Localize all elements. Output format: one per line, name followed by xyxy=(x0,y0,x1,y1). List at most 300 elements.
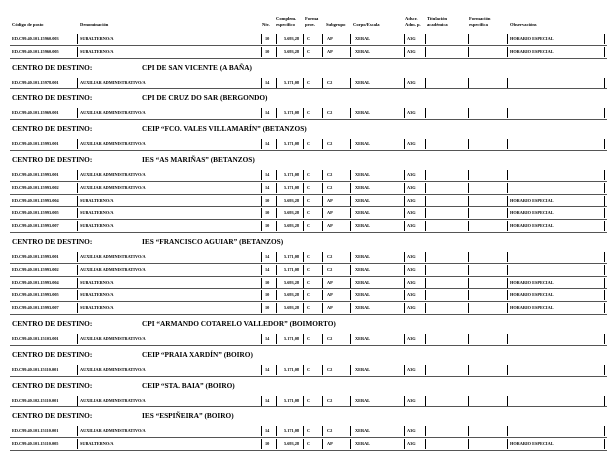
column-divider xyxy=(425,290,426,300)
column-divider xyxy=(322,334,323,344)
row-nivel: 10 xyxy=(265,223,270,229)
row-subgrupo: C2 xyxy=(327,171,333,177)
row-forma-prov: C xyxy=(307,397,311,403)
row-forma-prov: C xyxy=(307,292,311,298)
header-adscr: Adscr. xyxy=(405,16,418,21)
column-divider xyxy=(604,34,605,44)
table-header xyxy=(0,0,615,32)
column-divider xyxy=(350,265,351,275)
column-divider xyxy=(404,139,405,149)
row-adscripcion: A3G xyxy=(407,292,416,298)
row-subgrupo: AP xyxy=(327,292,333,298)
column-divider xyxy=(261,265,262,275)
centre-name: IES “AS MARIÑAS” (BETANZOS) xyxy=(142,154,255,164)
column-divider xyxy=(425,196,426,206)
table-row xyxy=(0,264,615,277)
column-divider xyxy=(507,208,508,218)
column-divider xyxy=(77,290,78,300)
row-observacions: HORARIO ESPECIAL xyxy=(510,279,554,285)
column-divider xyxy=(77,334,78,344)
column-divider xyxy=(468,278,469,288)
row-adscripcion: A3G xyxy=(407,197,416,203)
column-divider xyxy=(350,252,351,262)
row-corpo-escala: XERAL xyxy=(355,335,371,341)
row-codigo: ED.C99.40.101.15110.001 xyxy=(12,366,59,372)
column-divider xyxy=(77,34,78,44)
row-codigo: ED.C99.40.101.15993.007 xyxy=(12,305,59,311)
column-divider xyxy=(507,278,508,288)
row-subgrupo: AP xyxy=(327,210,333,216)
column-divider xyxy=(604,78,605,88)
table-row xyxy=(0,33,615,46)
column-divider xyxy=(261,290,262,300)
column-divider xyxy=(276,139,277,149)
column-divider xyxy=(507,265,508,275)
row-denominacion: SUBALTERNO/A xyxy=(80,223,114,229)
row-codigo: ED.C99.40.101.15993.002 xyxy=(12,184,59,190)
column-divider xyxy=(507,139,508,149)
column-divider xyxy=(261,208,262,218)
column-divider xyxy=(261,108,262,118)
row-observacions: HORARIO ESPECIAL xyxy=(510,305,554,311)
row-complemento: 5.171,08 xyxy=(284,184,300,190)
row-adscripcion: A3G xyxy=(407,110,416,116)
column-divider xyxy=(468,34,469,44)
row-codigo: ED.C99.40.101.15993.001 xyxy=(12,141,59,147)
column-divider xyxy=(350,196,351,206)
column-divider xyxy=(507,34,508,44)
row-nivel: 14 xyxy=(265,366,270,372)
table-row xyxy=(0,289,615,302)
table-row xyxy=(0,195,615,208)
column-divider xyxy=(350,303,351,313)
row-complemento: 5.171,08 xyxy=(284,79,300,85)
table-row xyxy=(0,277,615,290)
row-denominacion: AUXILIAR ADMINISTRATIVO/A xyxy=(80,397,146,403)
centre-name: CEIP “PRAIA XARDÍN” (BOIRO) xyxy=(142,349,253,359)
centre-heading xyxy=(0,233,615,251)
column-divider xyxy=(276,108,277,118)
row-complemento: 5.171,08 xyxy=(284,141,300,147)
column-divider xyxy=(77,278,78,288)
row-codigo: ED.C99.40.101.15110.005 xyxy=(12,441,59,447)
row-corpo-escala: XERAL xyxy=(355,366,371,372)
row-codigo: ED.C99.40.101.15969.001 xyxy=(12,110,59,116)
column-divider xyxy=(350,278,351,288)
column-divider xyxy=(425,208,426,218)
column-divider xyxy=(604,183,605,193)
header-nivel: Niv. xyxy=(262,22,270,27)
row-complemento: 5.171,08 xyxy=(284,366,300,372)
row-subgrupo: AP xyxy=(327,223,333,229)
row-adscripcion: A3G xyxy=(407,141,416,147)
column-divider xyxy=(303,303,304,313)
centre-heading xyxy=(0,407,615,425)
row-subgrupo: C2 xyxy=(327,141,333,147)
row-forma-prov: C xyxy=(307,171,311,177)
centre-heading xyxy=(0,377,615,395)
column-divider xyxy=(261,221,262,231)
column-divider xyxy=(303,208,304,218)
column-divider xyxy=(322,303,323,313)
column-divider xyxy=(468,303,469,313)
row-nivel: 10 xyxy=(265,441,270,447)
column-divider xyxy=(77,196,78,206)
column-divider xyxy=(425,34,426,44)
row-denominacion: AUXILIAR ADMINISTRATIVO/A xyxy=(80,266,146,272)
row-corpo-escala: XERAL xyxy=(355,397,371,403)
column-divider xyxy=(350,108,351,118)
column-divider xyxy=(276,278,277,288)
column-divider xyxy=(350,208,351,218)
column-divider xyxy=(77,183,78,193)
table-row xyxy=(0,364,615,377)
row-forma-prov: C xyxy=(307,266,311,272)
column-divider xyxy=(425,108,426,118)
column-divider xyxy=(350,47,351,57)
column-divider xyxy=(468,221,469,231)
column-divider xyxy=(604,265,605,275)
row-corpo-escala: XERAL xyxy=(355,223,371,229)
row-denominacion: AUXILIAR ADMINISTRATIVO/A xyxy=(80,184,146,190)
row-corpo-escala: XERAL xyxy=(355,305,371,311)
row-corpo-escala: XERAL xyxy=(355,428,371,434)
column-divider xyxy=(261,139,262,149)
column-divider xyxy=(404,396,405,406)
column-divider xyxy=(322,396,323,406)
row-observacions: HORARIO ESPECIAL xyxy=(510,210,554,216)
column-divider xyxy=(468,183,469,193)
row-codigo: ED.C99.40.101.15993.001 xyxy=(12,253,59,259)
row-corpo-escala: XERAL xyxy=(355,36,371,41)
column-divider xyxy=(468,208,469,218)
column-divider xyxy=(350,34,351,44)
row-complemento: 5.693,28 xyxy=(284,305,300,311)
column-divider xyxy=(425,139,426,149)
row-adscripcion: A3G xyxy=(407,36,416,41)
column-divider xyxy=(276,196,277,206)
header-codigo: Código de posto xyxy=(12,22,44,27)
column-divider xyxy=(604,170,605,180)
column-divider xyxy=(404,196,405,206)
row-adscripcion: A3G xyxy=(407,79,416,85)
header-complemento: Complem. xyxy=(276,16,297,21)
column-divider xyxy=(276,396,277,406)
row-denominacion: SUBALTERNO/A xyxy=(80,292,114,298)
column-divider xyxy=(404,108,405,118)
row-nivel: 14 xyxy=(265,141,270,147)
row-observacions: HORARIO ESPECIAL xyxy=(510,441,554,447)
column-divider xyxy=(507,170,508,180)
column-divider xyxy=(303,265,304,275)
row-subgrupo: C2 xyxy=(327,428,333,434)
row-denominacion: AUXILIAR ADMINISTRATIVO/A xyxy=(80,79,146,85)
column-divider xyxy=(303,170,304,180)
column-divider xyxy=(303,139,304,149)
column-divider xyxy=(303,183,304,193)
column-divider xyxy=(404,170,405,180)
column-divider xyxy=(322,47,323,57)
row-complemento: 5.693,28 xyxy=(284,48,300,54)
row-forma-prov: C xyxy=(307,428,311,434)
column-divider xyxy=(425,265,426,275)
column-divider xyxy=(468,78,469,88)
column-divider xyxy=(322,108,323,118)
row-adscripcion: A3G xyxy=(407,305,416,311)
row-adscripcion: A3G xyxy=(407,184,416,190)
row-codigo: ED.C99.40.101.15993.004 xyxy=(12,279,59,285)
column-divider xyxy=(468,170,469,180)
column-divider xyxy=(468,290,469,300)
column-divider xyxy=(303,334,304,344)
column-divider xyxy=(468,108,469,118)
column-divider xyxy=(303,34,304,44)
column-divider xyxy=(604,208,605,218)
centre-label: CENTRO DE DESTINO: xyxy=(12,318,93,328)
row-forma-prov: C xyxy=(307,141,311,147)
column-divider xyxy=(322,78,323,88)
row-nivel: 10 xyxy=(265,197,270,203)
column-divider xyxy=(261,34,262,44)
row-denominacion: SUBALTERNO/A xyxy=(80,305,114,311)
row-complemento: 5.693,28 xyxy=(284,279,300,285)
row-subgrupo: AP xyxy=(327,279,333,285)
centre-name: CPI DE CRUZ DO SAR (BERGONDO) xyxy=(142,93,268,103)
row-subgrupo: AP xyxy=(327,36,333,41)
column-divider xyxy=(77,396,78,406)
column-divider xyxy=(276,439,277,449)
column-divider xyxy=(77,208,78,218)
table-row xyxy=(0,220,615,233)
column-divider xyxy=(77,365,78,375)
row-codigo: ED.C99.40.101.15993.005 xyxy=(12,292,59,298)
positions-list xyxy=(0,33,615,451)
column-divider xyxy=(507,290,508,300)
row-nivel: 14 xyxy=(265,266,270,272)
row-observacions: HORARIO ESPECIAL xyxy=(510,223,554,229)
row-corpo-escala: XERAL xyxy=(355,441,371,447)
column-divider xyxy=(604,396,605,406)
column-divider xyxy=(468,334,469,344)
column-divider xyxy=(425,439,426,449)
row-nivel: 10 xyxy=(265,292,270,298)
row-subgrupo: C2 xyxy=(327,266,333,272)
column-divider xyxy=(276,334,277,344)
row-forma-prov: C xyxy=(307,223,311,229)
column-divider xyxy=(322,34,323,44)
row-nivel: 14 xyxy=(265,79,270,85)
row-forma-prov: C xyxy=(307,305,311,311)
column-divider xyxy=(604,278,605,288)
column-divider xyxy=(276,252,277,262)
row-adscripcion: A3G xyxy=(407,171,416,177)
centre-label: CENTRO DE DESTINO: xyxy=(12,124,93,134)
column-divider xyxy=(404,183,405,193)
header-titulacion: Titulación xyxy=(427,16,448,21)
centre-heading xyxy=(0,59,615,77)
header-academica: académica xyxy=(427,22,448,27)
column-divider xyxy=(468,139,469,149)
column-divider xyxy=(404,34,405,44)
column-divider xyxy=(350,170,351,180)
column-divider xyxy=(404,78,405,88)
row-corpo-escala: XERAL xyxy=(355,197,371,203)
row-complemento: 5.171,08 xyxy=(284,428,300,434)
centre-label: CENTRO DE DESTINO: xyxy=(12,349,93,359)
header-denominacion: Denominación xyxy=(80,22,109,27)
row-corpo-escala: XERAL xyxy=(355,184,371,190)
row-forma-prov: C xyxy=(307,366,311,372)
row-codigo: ED.C99.40.101.15110.001 xyxy=(12,428,59,434)
row-forma-prov: C xyxy=(307,279,311,285)
row-codigo: ED.C99.40.101.15993.005 xyxy=(12,210,59,216)
centre-heading xyxy=(0,346,615,364)
row-complemento: 5.171,08 xyxy=(284,253,300,259)
column-divider xyxy=(322,139,323,149)
row-forma-prov: C xyxy=(307,36,311,41)
column-divider xyxy=(303,78,304,88)
column-divider xyxy=(303,396,304,406)
column-divider xyxy=(507,303,508,313)
row-codigo: ED.C99.40.101.15960.005 xyxy=(12,48,59,54)
column-divider xyxy=(276,78,277,88)
row-subgrupo: C2 xyxy=(327,335,333,341)
row-nivel: 14 xyxy=(265,184,270,190)
column-divider xyxy=(350,183,351,193)
centre-label: CENTRO DE DESTINO: xyxy=(12,236,93,246)
column-divider xyxy=(425,334,426,344)
row-corpo-escala: XERAL xyxy=(355,48,371,54)
column-divider xyxy=(507,439,508,449)
centre-label: CENTRO DE DESTINO: xyxy=(12,93,93,103)
column-divider xyxy=(303,290,304,300)
column-divider xyxy=(77,265,78,275)
row-forma-prov: C xyxy=(307,79,311,85)
row-forma-prov: C xyxy=(307,335,311,341)
row-adscripcion: A3G xyxy=(407,428,416,434)
column-divider xyxy=(507,183,508,193)
column-divider xyxy=(276,221,277,231)
header-formacion: Formación xyxy=(469,16,491,21)
column-divider xyxy=(425,221,426,231)
column-divider xyxy=(604,108,605,118)
row-subgrupo: C2 xyxy=(327,184,333,190)
column-divider xyxy=(261,365,262,375)
column-divider xyxy=(507,252,508,262)
column-divider xyxy=(507,47,508,57)
row-subgrupo: C2 xyxy=(327,110,333,116)
centre-name: CEIP “STA. BAIA” (BOIRO) xyxy=(142,380,235,390)
column-divider xyxy=(425,252,426,262)
table-row xyxy=(0,425,615,438)
column-divider xyxy=(604,439,605,449)
column-divider xyxy=(322,183,323,193)
column-divider xyxy=(261,47,262,57)
column-divider xyxy=(77,439,78,449)
row-nivel: 14 xyxy=(265,428,270,434)
column-divider xyxy=(507,78,508,88)
column-divider xyxy=(303,108,304,118)
column-divider xyxy=(276,170,277,180)
column-divider xyxy=(276,183,277,193)
header-especifico: específico xyxy=(276,22,295,27)
row-denominacion: AUXILIAR ADMINISTRATIVO/A xyxy=(80,171,146,177)
column-divider xyxy=(303,47,304,57)
row-adscripcion: A3G xyxy=(407,397,416,403)
column-divider xyxy=(507,221,508,231)
column-divider xyxy=(404,252,405,262)
column-divider xyxy=(77,221,78,231)
row-forma-prov: C xyxy=(307,253,311,259)
row-nivel: 14 xyxy=(265,397,270,403)
column-divider xyxy=(322,439,323,449)
row-codigo: ED.C99.40.102.15110.001 xyxy=(12,397,59,403)
row-denominacion: SUBALTERNO/A xyxy=(80,48,114,54)
column-divider xyxy=(322,208,323,218)
row-complemento: 5.171,08 xyxy=(284,266,300,272)
table-row xyxy=(0,395,615,408)
column-divider xyxy=(276,208,277,218)
row-denominacion: AUXILIAR ADMINISTRATIVO/A xyxy=(80,428,146,434)
column-divider xyxy=(425,170,426,180)
row-codigo: ED.C99.40.101.15993.007 xyxy=(12,223,59,229)
column-divider xyxy=(604,139,605,149)
row-observacions: HORARIO ESPECIAL xyxy=(510,36,554,41)
column-divider xyxy=(604,365,605,375)
row-observacions: HORARIO ESPECIAL xyxy=(510,197,554,203)
column-divider xyxy=(425,183,426,193)
row-complemento: 5.171,08 xyxy=(284,335,300,341)
centre-heading xyxy=(0,120,615,138)
row-complemento: 5.693,28 xyxy=(284,36,300,41)
column-divider xyxy=(303,221,304,231)
row-forma-prov: C xyxy=(307,110,311,116)
column-divider xyxy=(468,196,469,206)
row-complemento: 5.693,28 xyxy=(284,292,300,298)
row-denominacion: AUXILIAR ADMINISTRATIVO/A xyxy=(80,110,146,116)
column-divider xyxy=(425,365,426,375)
centre-heading xyxy=(0,315,615,333)
centre-name: IES “ESPIÑEIRA” (BOIRO) xyxy=(142,411,234,421)
row-complemento: 5.693,28 xyxy=(284,441,300,447)
column-divider xyxy=(604,252,605,262)
column-divider xyxy=(350,396,351,406)
table-row xyxy=(0,438,615,451)
column-divider xyxy=(507,108,508,118)
row-subgrupo: AP xyxy=(327,441,333,447)
column-divider xyxy=(404,365,405,375)
column-divider xyxy=(468,265,469,275)
row-denominacion: SUBALTERNO/A xyxy=(80,210,114,216)
column-divider xyxy=(425,47,426,57)
row-codigo: ED.C99.40.101.15993.004 xyxy=(12,197,59,203)
column-divider xyxy=(425,278,426,288)
column-divider xyxy=(276,47,277,57)
row-nivel: 10 xyxy=(265,48,270,54)
column-divider xyxy=(468,252,469,262)
header-subgrupo: Subgrupo xyxy=(326,22,346,27)
table-row xyxy=(0,333,615,346)
table-row xyxy=(0,138,615,151)
header-adm: Adm. p. xyxy=(405,22,421,27)
column-divider xyxy=(604,303,605,313)
row-subgrupo: AP xyxy=(327,48,333,54)
row-forma-prov: C xyxy=(307,48,311,54)
table-row xyxy=(0,302,615,315)
row-codigo: ED.C99.40.101.15978.001 xyxy=(12,79,59,85)
row-nivel: 10 xyxy=(265,210,270,216)
column-divider xyxy=(468,439,469,449)
